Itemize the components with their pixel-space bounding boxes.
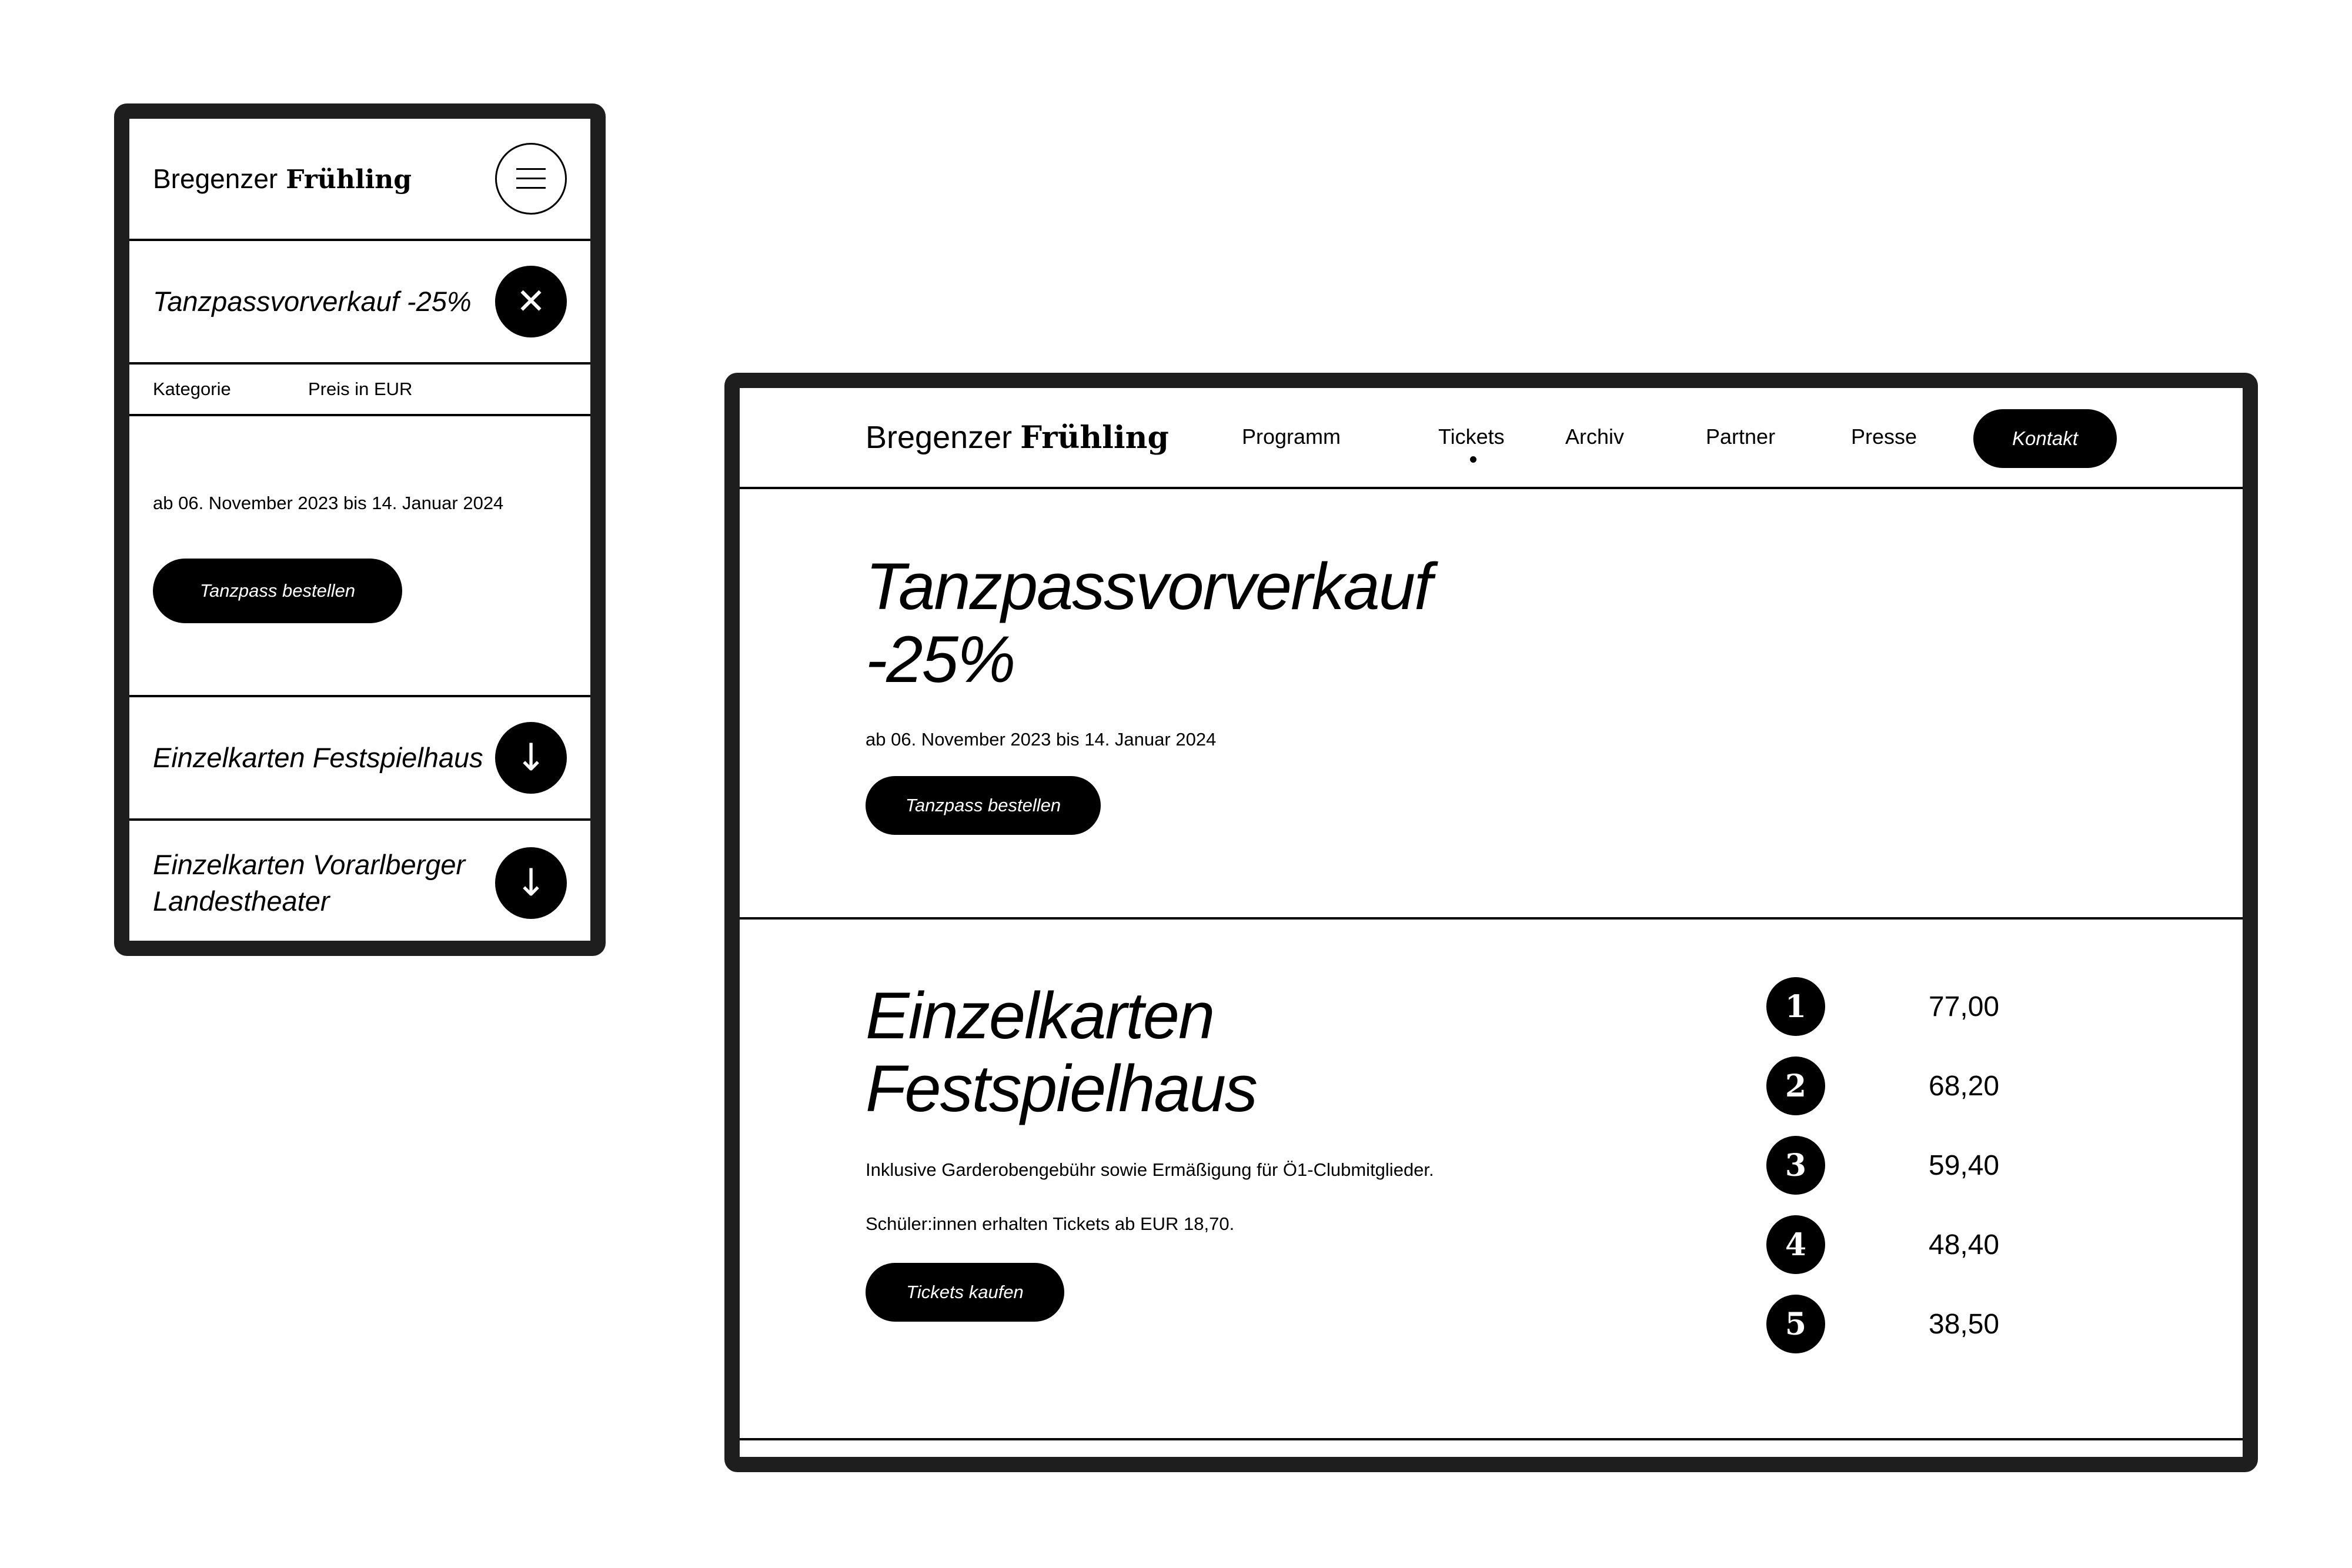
close-icon: ✕ — [516, 281, 546, 322]
heading-line-2: -25% — [866, 623, 1015, 696]
heading-line-1: Tanzpassvorverkauf — [866, 550, 1432, 623]
nav-programm[interactable]: Programm — [1242, 424, 1341, 449]
price-row — [1766, 1295, 1999, 1353]
category-badge: 5 — [1766, 1295, 1825, 1353]
heading-line-2: Festspielhaus — [866, 1052, 1257, 1125]
festspielhaus-tickets-section — [740, 920, 2243, 1440]
contact-button[interactable]: Kontakt — [1973, 409, 2117, 468]
desktop-browser-frame — [724, 373, 2258, 1472]
accordion-body-tanzpass — [129, 416, 590, 697]
category-badge: 1 — [1766, 977, 1825, 1036]
sale-period: ab 06. November 2023 bis 14. Januar 2024 — [153, 493, 504, 513]
logo-part-2: Frühling — [286, 165, 412, 195]
menu-button[interactable] — [495, 143, 567, 215]
accordion-title-festspielhaus: Einzelkarten Festspielhaus — [153, 742, 483, 773]
nav-archiv[interactable]: Archiv — [1565, 424, 1625, 449]
nav-partner[interactable]: Partner — [1706, 424, 1776, 449]
mobile-header — [129, 119, 590, 241]
arrow-down-icon: ↓ — [515, 861, 547, 905]
price-row — [1766, 1057, 1999, 1115]
column-preis: Preis in EUR — [308, 379, 413, 399]
ticket-note-garderobe: Inklusive Garderobengebühr sowie Ermäßigung für Ö1-Clubmitglieder. — [866, 1159, 1434, 1180]
category-badge: 3 — [1766, 1136, 1825, 1195]
nav-tickets[interactable]: Tickets — [1438, 424, 1505, 449]
price-row — [1766, 1215, 1999, 1274]
category-badge: 4 — [1766, 1215, 1825, 1274]
expand-button[interactable] — [495, 847, 567, 919]
logo-part-2: Frühling — [1020, 420, 1169, 456]
price-value: 68,20 — [1929, 1070, 2000, 1102]
heading-line-1: Einzelkarten — [866, 979, 1214, 1052]
buy-tickets-button[interactable]: Tickets kaufen — [866, 1263, 1064, 1322]
expand-button[interactable] — [495, 722, 567, 794]
sale-period: ab 06. November 2023 bis 14. Januar 2024 — [866, 729, 1217, 750]
order-tanzpass-button[interactable]: Tanzpass bestellen — [153, 559, 402, 623]
ticket-note-students: Schüler:innen erhalten Tickets ab EUR 18,70. — [866, 1213, 1235, 1234]
price-row — [1766, 1136, 1999, 1195]
desktop-header — [740, 388, 2243, 489]
accordion-header-tanzpass[interactable] — [129, 241, 590, 365]
category-badge: 2 — [1766, 1057, 1825, 1115]
price-value: 48,40 — [1929, 1229, 2000, 1261]
price-list — [1766, 977, 1999, 1374]
site-logo[interactable] — [153, 163, 412, 195]
main-navigation — [740, 388, 2243, 487]
tanzpass-section — [740, 489, 2243, 920]
collapse-button[interactable] — [495, 266, 567, 337]
price-row — [1766, 977, 1999, 1036]
accordion-header-festspielhaus[interactable] — [129, 697, 590, 821]
hamburger-menu-icon — [516, 167, 546, 190]
active-indicator-dot — [1470, 456, 1476, 463]
price-value: 38,50 — [1929, 1308, 2000, 1340]
price-value: 77,00 — [1929, 991, 2000, 1022]
table-header — [129, 365, 590, 416]
title-line-1: Einzelkarten Vorarlberger — [153, 849, 466, 880]
arrow-down-icon: ↓ — [515, 736, 547, 780]
order-tanzpass-button[interactable]: Tanzpass bestellen — [866, 776, 1101, 835]
price-value: 59,40 — [1929, 1149, 2000, 1181]
accordion-title-landestheater — [153, 847, 465, 920]
mobile-device-frame — [114, 103, 606, 956]
accordion-header-landestheater[interactable] — [129, 821, 590, 948]
nav-presse[interactable]: Presse — [1851, 424, 1917, 449]
logo-part-1: Bregenzer — [153, 163, 278, 194]
column-kategorie: Kategorie — [153, 379, 231, 399]
title-line-2: Landestheater — [153, 885, 330, 917]
festspielhaus-heading — [866, 979, 2243, 1125]
tanzpass-heading — [866, 550, 2243, 696]
logo-part-1: Bregenzer — [866, 420, 1013, 455]
accordion-title-tanzpass: Tanzpassvorverkauf -25% — [153, 286, 472, 317]
